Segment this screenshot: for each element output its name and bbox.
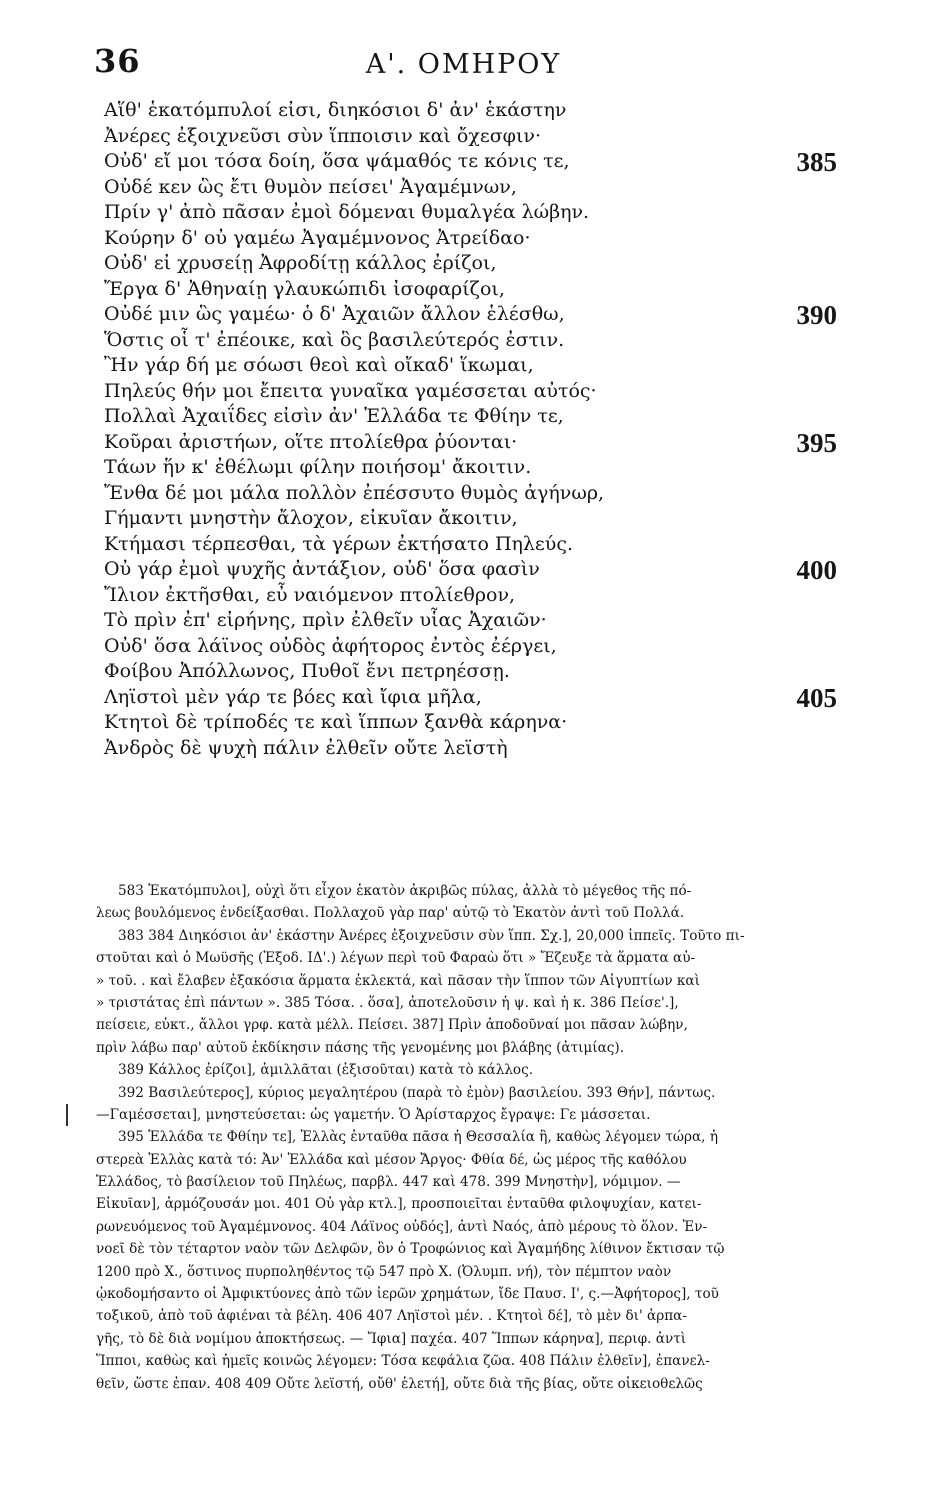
footnote-line: 395 Ἑλλάδα τε Φθίην τε], Ἑλλὰς ἐνταῦθα πᾶσα ἡ Θεσσαλία ἢ, καθὼς λέγομεν τώρα, ἡ [118,1129,718,1146]
footnote-line: 392 Βασιλεύτερος], κύριος μεγαλητέρου (παρὰ τὸ ἐμὸν) βασιλείου. 393 Θήν], πάντως. [118,1084,716,1101]
verse-line: Ἀνέρες ἐξοιχνεῦσι σὺν ἵπποισιν καὶ ὄχεσφιν· [104,124,542,147]
verse-line: Οὐδ' εἴ μοι τόσα δοίη, ὅσα ψάμαθός τε κόνις τε, [104,150,570,172]
verse-line: Κούρην δ' οὐ γαμέω Ἀγαμέμνονος Ἀτρείδαο· [104,226,531,249]
verse-line: Ὅστις οἷ τ' ἐπέοικε, καὶ ὃς βασιλεύτερός ἐστιν. [104,328,565,351]
footnote-line: Εἰκυῖαν], ἁρμόζουσάν μοι. 401 Οὐ γὰρ κτλ.], προσποιεῖται ἐνταῦθα φιλοψυχίαν, κατει- [96,1196,702,1213]
footnote-line: » τοῦ. . καὶ ἔλαβεν ἑξακόσια ἅρματα ἐκλεκτά, καὶ πᾶσαν τὴν ἵππον τῶν Αἰγυπτίων καὶ [96,972,700,989]
verse-line: Ἔνθα δέ μοι μάλα πολλὸν ἐπέσσυτο θυμὸς ἀγήνωρ, [104,481,605,504]
footnote-line: πρὶν λάβω παρ' αὐτοῦ ἐκδίκησιν πάσης τῆς γενομένης μοι βλάβης (ἀτιμίας). [96,1039,625,1056]
verse-line: Οὐδ' ὅσα λάϊνος οὐδὸς ἀφήτορος ἐντὸς ἐέργει, [104,634,557,657]
line-number: 405 [796,682,837,713]
footnote-line: πείσειε, εὐκτ., ἄλλοι γρφ. κατὰ μέλλ. Πείσει. 387] Πρὶν ἀποδοῦναί μοι πᾶσαν λώβην, [96,1017,688,1034]
footnote-line: 1200 πρὸ Χ., ὅστινος πυρποληθέντος τῷ 547 πρὸ Χ. (Ὀλυμπ. νή), τὸν πέμπτον ναὸν [96,1263,672,1280]
verse-line: Ἴλιον ἐκτῆσθαι, εὖ ναιόμενον πτολίεθρον, [104,583,516,606]
verse-line: Ἢν γάρ δή με σόωσι θεοὶ καὶ οἴκαδ' ἵκωμαι, [104,354,534,376]
verse-line: Κτητοὶ δὲ τρίποδές τε καὶ ἵππων ξανθὰ κάρηνα· [104,711,568,733]
line-number: 395 [796,427,837,458]
footnote-line: στερεὰ Ἑλλὰς κατὰ τό: Ἀν' Ἑλλάδα καὶ μέσον Ἄργος· Φθία δέ, ὡς μέρος τῆς καθόλου [96,1151,687,1168]
footnote-line: 389 Κάλλος ἐρίζοι], ἁμιλλᾶται (ἐξισοῦται) κατὰ τὸ κάλλος. [118,1062,534,1079]
verse-line: Τάων ἥν κ' ἐθέλωμι φίλην ποιήσομ' ἄκοιτιν. [104,456,532,478]
footnote-line: τοξικοῦ, ἀπὸ τοῦ ἀφιέναι τὰ βέλη. 406 407 Ληϊστοὶ μέν. . Κτητοὶ δέ], τὸ μὲν δι' ἁρπα- [96,1308,687,1325]
page-number: 36 [94,42,141,80]
margin-mark [66,1104,68,1126]
line-number: 400 [796,555,837,585]
footnote-line: λεως βουλόμενος ἐνδείξασθαι. Πολλαχοῦ γὰρ παρ' αὐτῷ τὸ Ἑκατὸν ἀντὶ τοῦ Πολλά. [96,905,685,922]
verse-line: Ἀνδρὸς δὲ ψυχὴ πάλιν ἐλθεῖν οὔτε λεϊστὴ [104,736,508,759]
footnote-line: ᾠκοδομήσαντο οἱ Ἀμφικτύονες ἀπὸ τῶν ἱερῶν χρημάτων, ἴδε Παυσ. Ι', ς.—Ἀφήτορος], τοῦ [96,1286,719,1303]
verse-line: Κοῦραι ἀριστήων, οἵτε πτολίεθρα ῥύονται· [104,430,518,453]
verse-line: Οὐδέ μιν ὣς γαμέω· ὁ δ' Ἀχαιῶν ἄλλον ἑλέσθω, [104,303,565,325]
line-number: 390 [796,300,837,330]
verse-line: Αἵθ' ἑκατόμπυλοί εἰσι, διηκόσιοι δ' ἀν' ἑκάστην [104,99,567,121]
running-title: Α'. ΟΜΗΡΟΥ [365,49,562,80]
verse-line: Πηλεύς θήν μοι ἔπειτα γυναῖκα γαμέσσεται αὐτός· [104,379,597,402]
verse-line: Κτήμασι τέρπεσθαι, τὰ γέρων ἐκτήσατο Πηλεύς. [104,532,574,555]
footnote-line: ρωνευόμενος τοῦ Ἀγαμέμνονος. 404 Λάϊνος οὐδός], ἀντὶ Ναός, ἀπὸ μέρους τὸ ὅλον. Ἐν- [96,1218,708,1235]
footnote-line: 583 Ἑκατόμπυλοι], οὐχὶ ὅτι εἶχον ἑκατὸν ἀκριβῶς πύλας, ἀλλὰ τὸ μέγεθος τῆς πό- [118,883,692,899]
footnote-line: στοῦται καὶ ὁ Μωϋσῆς (Ἐξοδ. ΙΔ'.) λέγων περὶ τοῦ Φαραὼ ὅτι » Ἔζευξε τὰ ἅρματα αὐ- [96,950,696,967]
footnote-line: » τριστάτας ἐπὶ πάντων ». 385 Τόσα. . ὅσα], ἀποτελοῦσιν ἡ ψ. καὶ ἡ κ. 386 Πείσε'.], [96,994,679,1011]
verse-line: Γήμαντι μνηστὴν ἄλοχον, εἰκυῖαν ἄκοιτιν, [104,507,518,529]
verse-block [104,98,784,761]
verse-line: Οὐ γάρ ἐμοὶ ψυχῆς ἀντάξιον, οὐδ' ὅσα φασὶν [104,558,540,580]
footnote-line: —Γαμέσσεται], μνηστεύσεται: ὡς γαμετήν. Ὁ Ἀρίσταρχος ἔγραψε: Γε μάσσεται. [96,1106,651,1123]
verse-line: Οὐδέ κεν ὣς ἔτι θυμὸν πείσει' Ἀγαμέμνων, [104,175,517,198]
footnotes-block [96,880,846,1395]
line-number: 385 [796,147,837,177]
verse-line: Πολλαὶ Ἀχαιΐδες εἰσὶν ἀν' Ἑλλάδα τε Φθίην τε, [104,405,564,427]
footnote-line: θεῖν, ὥστε ἐπαν. 408 409 Οὔτε λεϊστή, οὔθ' ἑλετή], οὔτε διὰ τῆς βίας, οὔτε οἰκειοθελῶς [96,1375,703,1392]
verse-line: Πρίν γ' ἀπὸ πᾶσαν ἐμοὶ δόμεναι θυμαλγέα λώβην. [104,201,590,223]
verse-line: Ἔργα δ' Ἀθηναίῃ γλαυκώπιδι ἰσοφαρίζοι, [104,277,505,300]
footnote-line: Ἵπποι, καθὼς καὶ ἡμεῖς κοινῶς λέγομεν: Τόσα κεφάλια ζῶα. 408 Πάλιν ἐλθεῖν], ἐπανελ- [96,1353,710,1370]
verse-line: Οὐδ' εἰ χρυσείῃ Ἀφροδίτῃ κάλλος ἐρίζοι, [104,252,497,274]
footnote-line: Ἑλλάδος, τὸ βασίλειον τοῦ Πηλέως, παρβλ. 447 καὶ 478. 399 Μνηστὴν], νόμιμον. — [96,1174,681,1191]
verse-line: Ληϊστοὶ μὲν γάρ τε βόες καὶ ἴφια μῆλα, [104,685,482,708]
verse-line: Φοίβου Ἀπόλλωνος, Πυθοῖ ἔνι πετρηέσσῃ. [104,660,510,682]
verse-line: Τὸ πρὶν ἐπ' εἰρήνης, πρὶν ἐλθεῖν υἷας Ἀχαιῶν· [104,609,547,631]
footnote-line: νοεῖ δὲ τὸν τέταρτον ναὸν τῶν Δελφῶν, ὃν ὁ Τροφώνιος καὶ Ἀγαμήδης λίθινον ἔκτισαν τῷ [96,1241,725,1258]
footnote-line: γῆς, τὸ δὲ διὰ νομίμου ἀποκτήσεως. — Ἴφια] παχέα. 407 Ἵππων κάρηνα], περιφ. ἀντὶ [96,1330,687,1347]
footnote-line: 383 384 Διηκόσιοι ἀν' ἑκάστην Ἀνέρες ἐξοιχνεῦσιν σὺν ἵππ. Σχ.], 20,000 ἱππεῖς. Τοῦτο πι- [118,927,745,944]
